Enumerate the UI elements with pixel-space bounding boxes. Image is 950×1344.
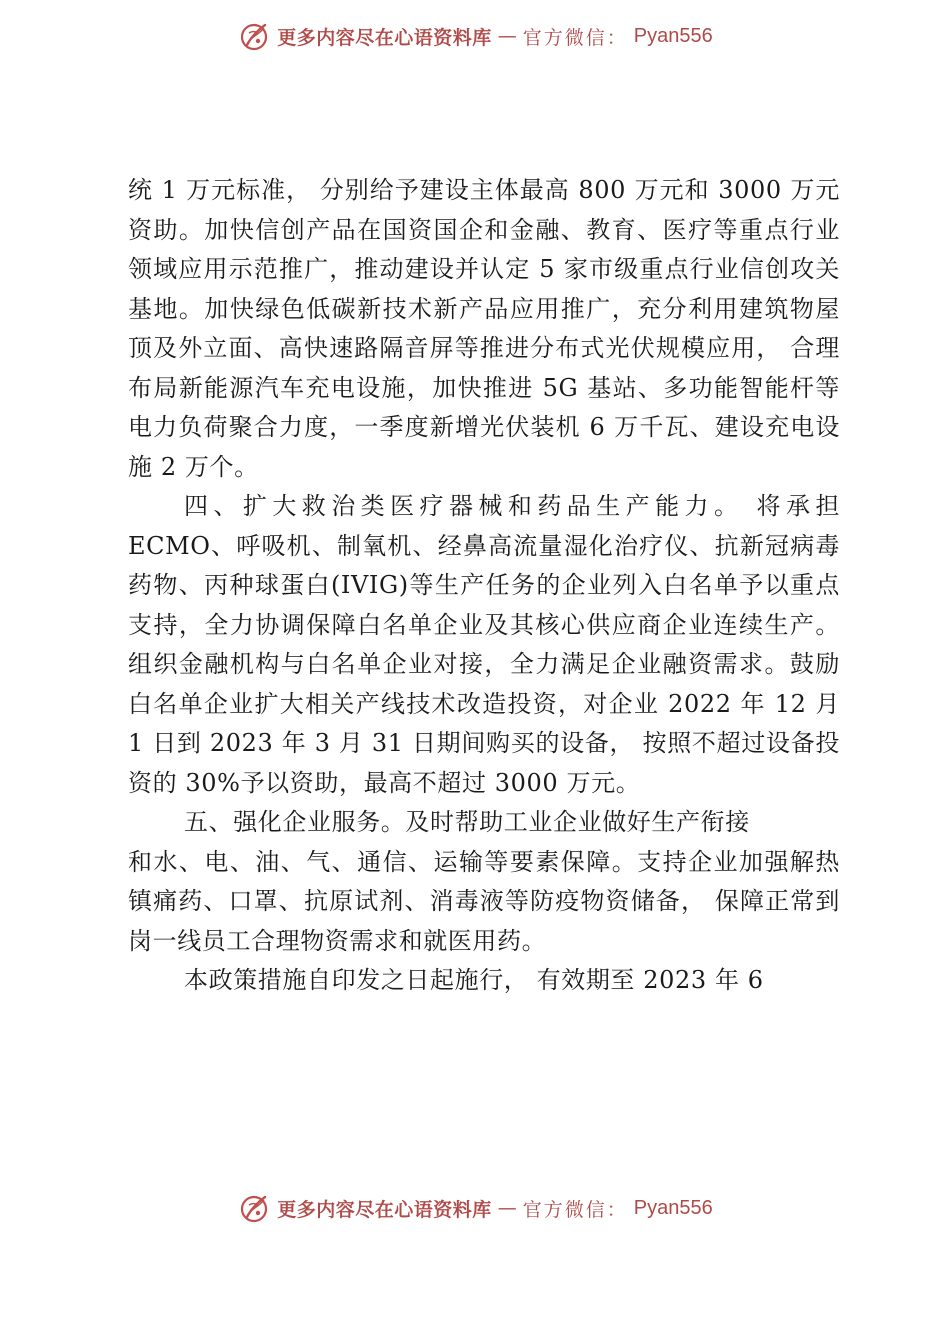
watermark-separator: —	[497, 25, 517, 47]
feather-heart-logo-icon	[237, 19, 271, 53]
header-watermark	[0, 16, 950, 56]
document-body	[128, 171, 840, 1001]
paragraph-effective-date: 本政策措施自印发之日起施行， 有效期至 2023 年 6	[184, 966, 764, 994]
watermark-separator: —	[497, 1197, 517, 1219]
paragraph-section-five-heading: 五、强化企业服务。及时帮助工业企业做好生产衔接	[184, 808, 750, 836]
watermark-account-id: Pyan556	[633, 1196, 713, 1219]
paragraph-section-four: 四、扩大救治类医疗器械和药品生产能力。 将承担 ECMO、呼吸机、制氧机、经鼻高流量湿化治疗仪、抗新冠病毒药物、丙种球蛋白(IVIG)等生产任务的企业列入白名单予以重点支持，全力协调保障白名单企业及其核心供应商企业连续生产。组织金融机构与白名单企业对接，全力满足企业融资需求。鼓励白名单企业扩大相关产线技术改造投资，对企业 2022 年 12 月 1 日到 2023 年 3 月 31 日期间购买的设备， 按照不超过设备投资的 30%予以资助，最高不超过 3000 万元。	[128, 492, 840, 797]
watermark-account-label: 官方微信：	[522, 26, 628, 49]
watermark-account-id: Pyan556	[633, 24, 713, 47]
paragraph-section-five-body: 和水、电、油、气、通信、运输等要素保障。支持企业加强解热镇痛药、口罩、抗原试剂、消毒液等防疫物资储备， 保障正常到岗一线员工合理物资需求和就医用药。	[128, 847, 840, 955]
footer-watermark	[0, 1188, 950, 1228]
feather-heart-logo-icon	[237, 1191, 271, 1225]
watermark-brand: 更多内容尽在心语资料库	[277, 1198, 492, 1221]
watermark-brand: 更多内容尽在心语资料库	[277, 26, 492, 49]
paragraph-continuation: 统 1 万元标准， 分别给予建设主体最高 800 万元和 3000 万元资助。加快信创产品在国资国企和金融、教育、医疗等重点行业领域应用示范推广，推动建设并认定 5 家市级重点行业信创攻关基地。加快绿色低碳新技术新产品应用推广，充分利用建筑物屋顶及外立面、高快速路隔音屏等推进分布式光伏规模应用， 合理布局新能源汽车充电设施，加快推进 5G 基站、多功能智能杆等电力负荷聚合力度，一季度新增光伏装机 6 万千瓦、建设充电设施 2 万个。	[128, 176, 840, 481]
watermark-account-label: 官方微信：	[522, 1198, 628, 1221]
